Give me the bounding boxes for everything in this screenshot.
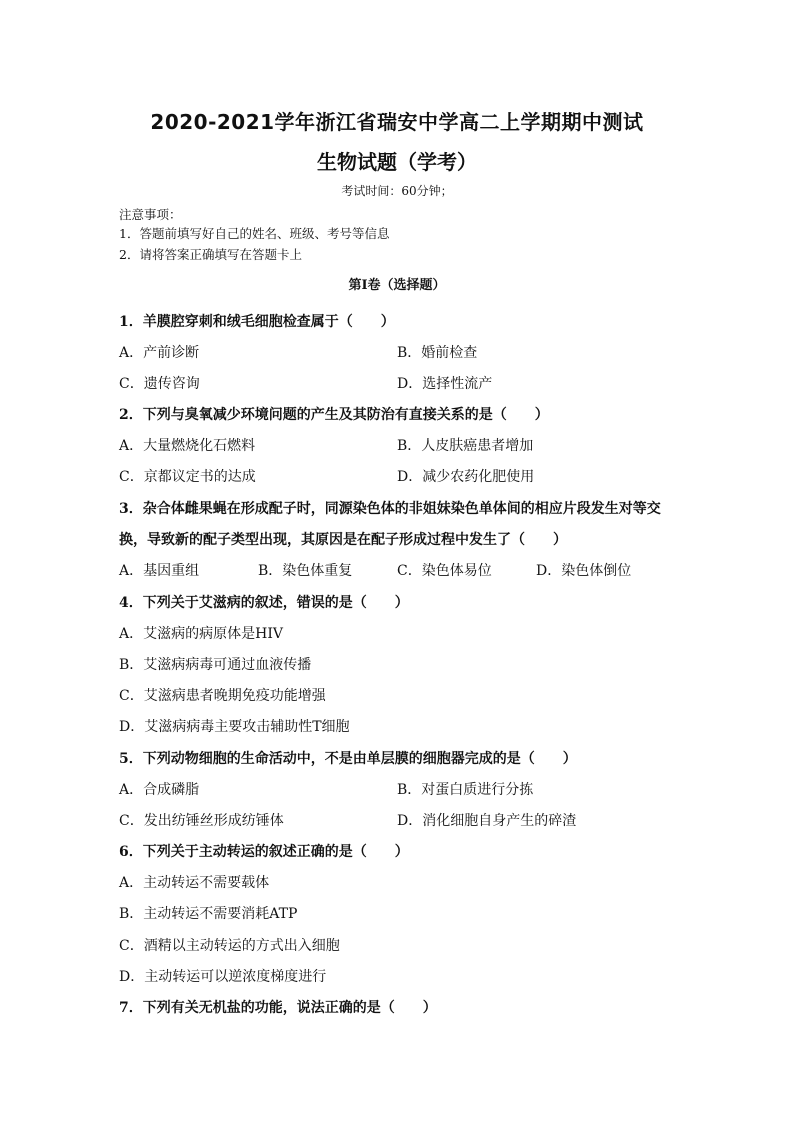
document-subtitle: 生物试题（学考） [317,150,477,174]
notice-label: 注意事项： [119,207,182,222]
question-option: D．艾滋病病毒主要攻击辅助性T细胞 [119,719,350,735]
question-stem: 6．下列关于主动转运的叙述正确的是（ ） [119,844,409,860]
question-option: C．遗传咨询 [119,376,200,392]
question-option: B．主动转运不需要消耗ATP [119,906,298,922]
question-option: A．产前诊断 [119,345,200,361]
question-option: D．消化细胞自身产生的碎渣 [397,813,577,829]
question-option: A．大量燃烧化石燃料 [119,438,256,454]
question-option: D．主动转运可以逆浓度梯度进行 [119,969,327,985]
question-option: D．减少农药化肥使用 [397,469,535,485]
question-option: B．艾滋病病毒可通过血液传播 [119,657,312,673]
question-stem: 2．下列与臭氧减少环境问题的产生及其防治有直接关系的是（ ） [119,407,549,423]
question-stem: 7．下列有关无机盐的功能，说法正确的是（ ） [119,1000,437,1016]
question-stem: 4．下列关于艾滋病的叙述，错误的是（ ） [119,595,409,611]
question-option: C．染色体易位 [397,563,492,579]
question-stem: 5．下列动物细胞的生命活动中，不是由单层膜的细胞器完成的是（ ） [119,751,577,767]
question-option: B．对蛋白质进行分拣 [397,782,534,798]
document-title: 2020-2021学年浙江省瑞安中学高二上学期期中测试 [150,110,644,134]
question-option: C．京都议定书的达成 [119,469,256,485]
exam-time: 考试时间：60分钟； [341,184,453,198]
question-stem: 3．杂合体雌果蝇在形成配子时，同源染色体的非姐妹染色单体间的相应片段发生对等交 [119,501,661,517]
question-stem: 1．羊膜腔穿刺和绒毛细胞检查属于（ ） [119,314,395,330]
question-option: C．发出纺锤丝形成纺锤体 [119,813,284,829]
question-option: A．合成磷脂 [119,782,200,798]
question-option: B．婚前检查 [397,345,478,361]
question-option: A．基因重组 [119,563,200,579]
notice-item: 2．请将答案正确填写在答题卡上 [119,247,302,262]
question-option: D．选择性流产 [397,376,493,392]
question-option: D．染色体倒位 [536,563,632,579]
question-stem: 换，导致新的配子类型出现，其原因是在配子形成过程中发生了（ ） [119,532,567,548]
question-option: C．艾滋病患者晚期免疫功能增强 [119,688,326,704]
question-option: B．人皮肤癌患者增加 [397,438,534,454]
notice-item: 1．答题前填写好自己的姓名、班级、考号等信息 [119,226,390,241]
section-title: 第I卷（选择题） [348,278,446,293]
question-option: A．艾滋病的病原体是HIV [119,626,283,642]
question-option: C．酒精以主动转运的方式出入细胞 [119,938,340,954]
question-option: A．主动转运不需要载体 [119,875,270,891]
question-option: B．染色体重复 [258,563,353,579]
